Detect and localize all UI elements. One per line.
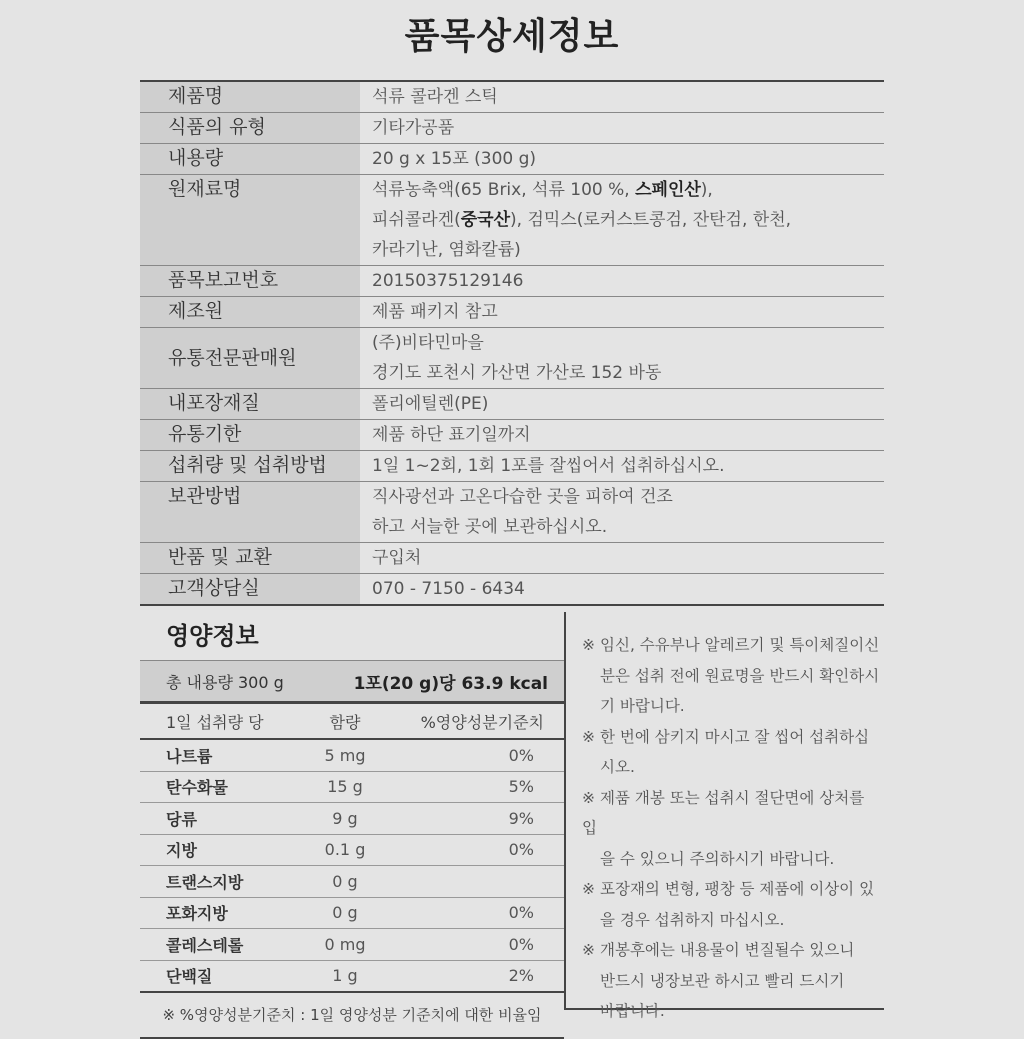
note-mark: ※: [582, 727, 595, 746]
info-label: 제조원: [140, 297, 360, 327]
nutrient-name: 탄수화물: [166, 778, 228, 798]
info-row-intake: [140, 451, 884, 482]
nutrition-row: [140, 803, 564, 835]
info-label: 품목보고번호: [140, 266, 360, 296]
nutrient-percent: 2%: [508, 966, 534, 986]
nutrition-row: [140, 835, 564, 867]
nutrition-row: [140, 866, 564, 898]
info-row-manufacturer: [140, 297, 884, 328]
col-header-percent: %영양성분기준치: [420, 712, 544, 732]
nutrient-amount: 0.1 g: [324, 840, 366, 860]
info-label: 내포장재질: [140, 389, 360, 419]
info-label: 고객상담실: [140, 574, 360, 604]
nutrient-percent: 0%: [508, 745, 534, 765]
info-value: 석류 콜라겐 스틱: [372, 87, 498, 107]
nutrition-title: 영양정보: [140, 612, 564, 661]
info-label: 반품 및 교환: [140, 543, 360, 573]
info-row-report-number: [140, 266, 884, 297]
nutrition-row: [140, 740, 564, 772]
info-label: 보관방법: [140, 482, 360, 542]
info-value: 20150375129146: [372, 271, 524, 291]
ingredients-line-3: 카라기난, 염화칼륨): [372, 240, 521, 260]
info-label: 유통기한: [140, 420, 360, 450]
info-row-packaging: [140, 389, 884, 420]
storage-line-1: 직사광선과 고온다습한 곳을 피하여 건조: [372, 487, 673, 507]
nutrient-percent: 9%: [508, 808, 534, 828]
info-label: 제품명: [140, 82, 360, 112]
ingredients-line-1: 석류농축액(65 Brix, 석류 100 %, 스페인산),: [372, 180, 713, 200]
info-value: [360, 482, 884, 542]
info-row-ingredients: [140, 175, 884, 266]
info-row-returns: [140, 543, 884, 574]
caution-note: ※ 포장재의 변형, 팽창 등 제품에 이상이 있 을 경우 섭취하지 마십시오.: [582, 874, 884, 935]
distributor-name: (주)비타민마을: [372, 333, 484, 353]
info-row-customer-service: [140, 574, 884, 606]
note-mark: ※: [582, 880, 595, 898]
nutrient-amount: 0 mg: [324, 934, 366, 954]
nutrient-amount: 15 g: [327, 777, 363, 797]
nutrition-row: [140, 929, 564, 961]
info-label: 식품의 유형: [140, 113, 360, 143]
info-row-food-type: [140, 113, 884, 144]
col-header-amount: 함량: [329, 712, 361, 732]
nutrition-row: [140, 898, 564, 930]
info-value: [360, 328, 884, 388]
page-title: 품목상세정보: [404, 16, 620, 57]
caution-notes: [566, 612, 884, 1020]
nutrient-name: 트랜스지방: [166, 872, 244, 892]
storage-line-2: 하고 서늘한 곳에 보관하십시오.: [372, 517, 608, 537]
caution-note: ※ 개봉후에는 내용물이 변질될수 있으니 반드시 냉장보관 하시고 빨리 드시기 바랍니다.: [582, 935, 884, 1027]
col-header-basis: 1일 섭취량 당: [166, 712, 264, 732]
nutrient-percent: 0%: [508, 934, 534, 954]
nutrient-name: 지방: [166, 841, 197, 861]
nutrient-percent: 5%: [508, 777, 534, 797]
info-label: 원재료명: [140, 175, 360, 265]
note-mark: ※: [582, 788, 595, 807]
nutrition-panel: [140, 612, 566, 1024]
distributor-address: 경기도 포천시 가산면 가산로 152 바동: [372, 363, 662, 383]
nutrient-amount: 9 g: [332, 808, 358, 828]
origin-china: 중국산: [460, 210, 511, 230]
origin-spain: 스페인산: [635, 180, 701, 200]
info-label: 내용량: [140, 144, 360, 174]
nutrient-name: 콜레스테롤: [166, 935, 244, 955]
ingredients-line-2: 피쉬콜라겐(중국산), 검믹스(로커스트콩검, 잔탄검, 한천,: [372, 210, 792, 230]
nutrition-footnote: ※ %영양성분기준치 : 1일 영양성분 기준치에 대한 비율임: [140, 993, 564, 1039]
nutrient-name: 당류: [166, 809, 197, 829]
nutrition-row: [140, 961, 564, 994]
nutrient-amount: 0 g: [332, 871, 358, 891]
info-value: 기타가공품: [372, 118, 455, 138]
note-mark: ※: [582, 941, 595, 959]
info-value: 제품 하단 표기일까지: [372, 425, 531, 445]
info-row-product-name: [140, 82, 884, 113]
nutrition-header: [140, 704, 564, 740]
per-serving-kcal: 1포(20 g)당 63.9 kcal: [353, 673, 548, 694]
nutrient-amount: 1 g: [332, 966, 358, 986]
nutrient-percent: 0%: [508, 840, 534, 860]
info-row-distributor: [140, 328, 884, 389]
note-mark: ※: [582, 636, 595, 654]
nutrition-total: [140, 661, 564, 704]
info-row-content-amount: [140, 144, 884, 175]
nutrient-amount: 5 mg: [324, 745, 366, 765]
caution-note: ※ 제품 개봉 또는 섭취시 절단면에 상처를 입 을 수 있으니 주의하시기 바랍니다.: [582, 783, 884, 875]
info-label: 섭취량 및 섭취방법: [140, 451, 360, 481]
nutrient-percent: 0%: [508, 903, 534, 923]
info-value: 제품 패키지 참고: [372, 302, 498, 322]
total-content: 총 내용량 300 g: [166, 672, 284, 692]
info-value: 070 - 7150 - 6434: [372, 579, 525, 599]
info-value: 20 g x 15포 (300 g): [372, 149, 537, 169]
nutrient-name: 단백질: [166, 967, 213, 987]
nutrient-name: 포화지방: [166, 904, 228, 924]
info-row-storage: [140, 482, 884, 543]
nutrient-amount: 0 g: [332, 903, 358, 923]
info-row-expiry: [140, 420, 884, 451]
nutrition-row: [140, 772, 564, 804]
info-value: [360, 175, 884, 265]
nutrient-name: 나트륨: [166, 746, 213, 766]
info-value: 구입처: [372, 548, 422, 568]
caution-note: ※ 한 번에 삼키지 마시고 잘 씹어 섭취하십 시오.: [582, 722, 884, 783]
info-value: 1일 1~2회, 1회 1포를 잘씹어서 섭취하십시오.: [372, 456, 725, 476]
info-label: 유통전문판매원: [140, 328, 360, 388]
product-info-table: [140, 80, 884, 606]
caution-note: ※ 임신, 수유부나 알레르기 및 특이체질이신 분은 섭취 전에 원료명을 반드시 확인하시 기 바랍니다.: [582, 630, 884, 722]
info-value: 폴리에틸렌(PE): [372, 394, 489, 414]
